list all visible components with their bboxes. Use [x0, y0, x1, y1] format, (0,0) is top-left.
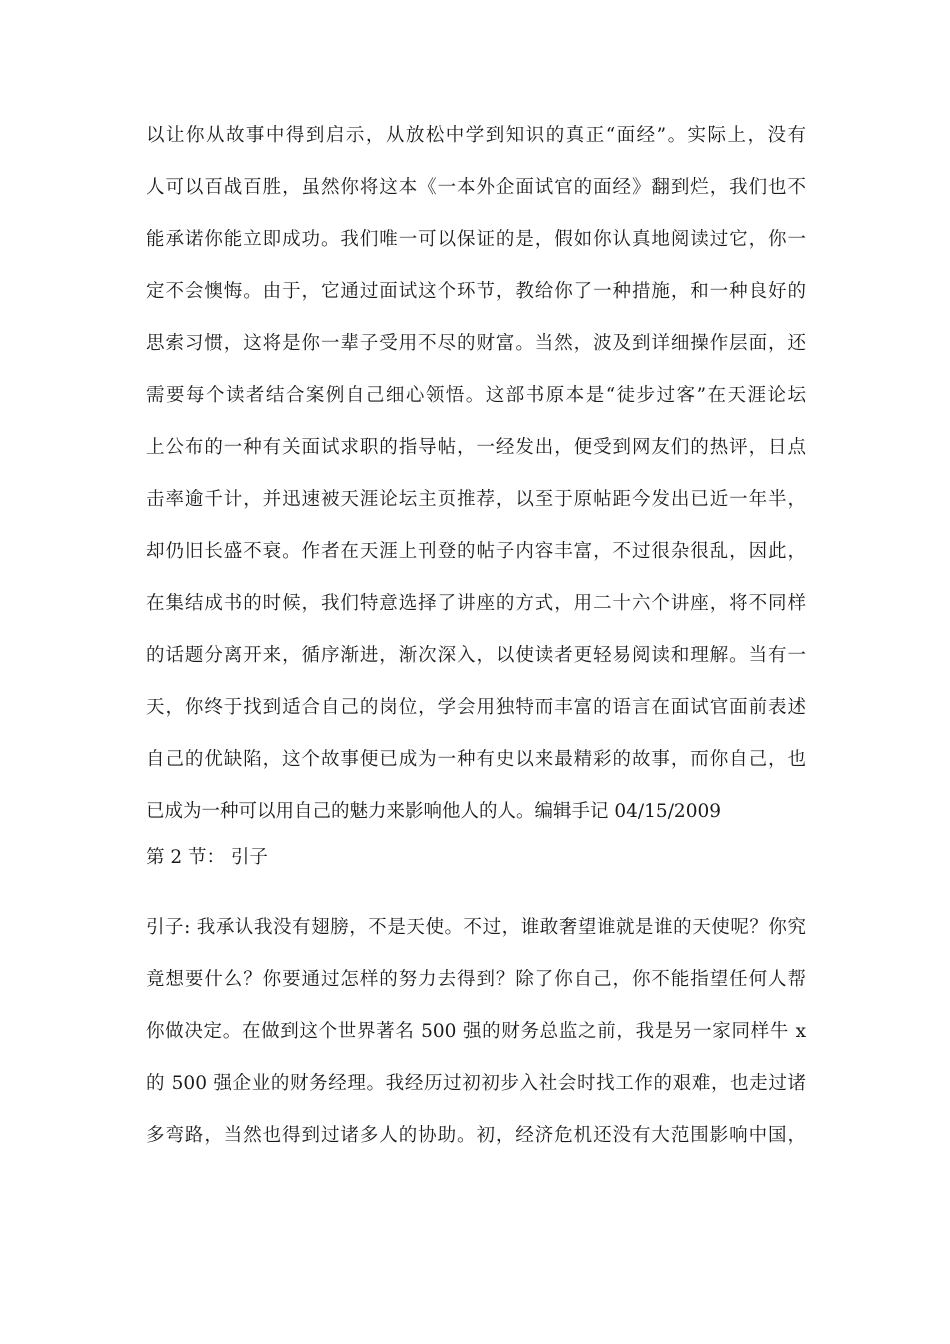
paragraph-line: 天，你终于找到适合自己的岗位，学会用独特而丰富的语言在面试官面前表述 — [146, 697, 806, 718]
paragraph-line: 定不会懊悔。由于，它通过面试这个环节，教给你了一种措施，和一种良好的 — [146, 281, 806, 302]
paragraph-line: 在集结成书的时候，我们特意选择了讲座的方式，用二十六个讲座，将不同样 — [146, 593, 806, 614]
paragraph-line: 却仍旧长盛不衰。作者在天涯上刊登的帖子内容丰富，不过很杂很乱，因此， — [146, 541, 806, 562]
paragraph-line: 的话题分离开来，循序渐进，渐次深入，以使读者更轻易阅读和理解。当有一 — [146, 645, 806, 666]
paragraph-line: 多弯路，当然也得到过诸多人的协助。初，经济危机还没有大范围影响中国， — [146, 1125, 806, 1146]
paragraph-line: 人可以百战百胜，虽然你将这本《一本外企面试官的面经》翻到烂，我们也不 — [146, 177, 806, 198]
paragraph-line: 能承诺你能立即成功。我们唯一可以保证的是，假如你认真地阅读过它，你一 — [146, 229, 806, 250]
paragraph-line: 的 500 强企业的财务经理。我经历过初初步入社会时找工作的艰难，也走过诸 — [146, 1073, 806, 1094]
paragraph-line: 已成为一种可以用自己的魅力来影响他人的人。编辑手记 04/15/2009 — [146, 801, 722, 822]
paragraph-line: 你做决定。在做到这个世界著名 500 强的财务总监之前，我是另一家同样牛 x — [146, 1021, 806, 1042]
paragraph-line: 自己的优缺陷，这个故事便已成为一种有史以来最精彩的故事，而你自己，也 — [146, 749, 806, 770]
paragraph-line: 以让你从故事中得到启示，从放松中学到知识的真正“面经”。实际上，没有 — [146, 125, 806, 146]
paragraph-line: 思索习惯，这将是你一辈子受用不尽的财富。当然，波及到详细操作层面，还 — [146, 333, 806, 354]
section-heading: 第 2 节： 引子 — [146, 847, 268, 868]
paragraph-line: 上公布的一种有关面试求职的指导帖，一经发出，便受到网友们的热评，日点 — [146, 437, 806, 458]
paragraph-line: 竟想要什么？你要通过怎样的努力去得到？除了你自己，你不能指望任何人帮 — [146, 969, 806, 990]
paragraph-line: 需要每个读者结合案例自己细心领悟。这部书原本是“徒步过客”在天涯论坛 — [146, 385, 806, 406]
paragraph-line: 击率逾千计，并迅速被天涯论坛主页推荐，以至于原帖距今发出已近一年半， — [146, 489, 806, 510]
paragraph-line: 引子: 我承认我没有翅膀，不是天使。不过，谁敢奢望谁就是谁的天使呢？你究 — [146, 917, 806, 938]
